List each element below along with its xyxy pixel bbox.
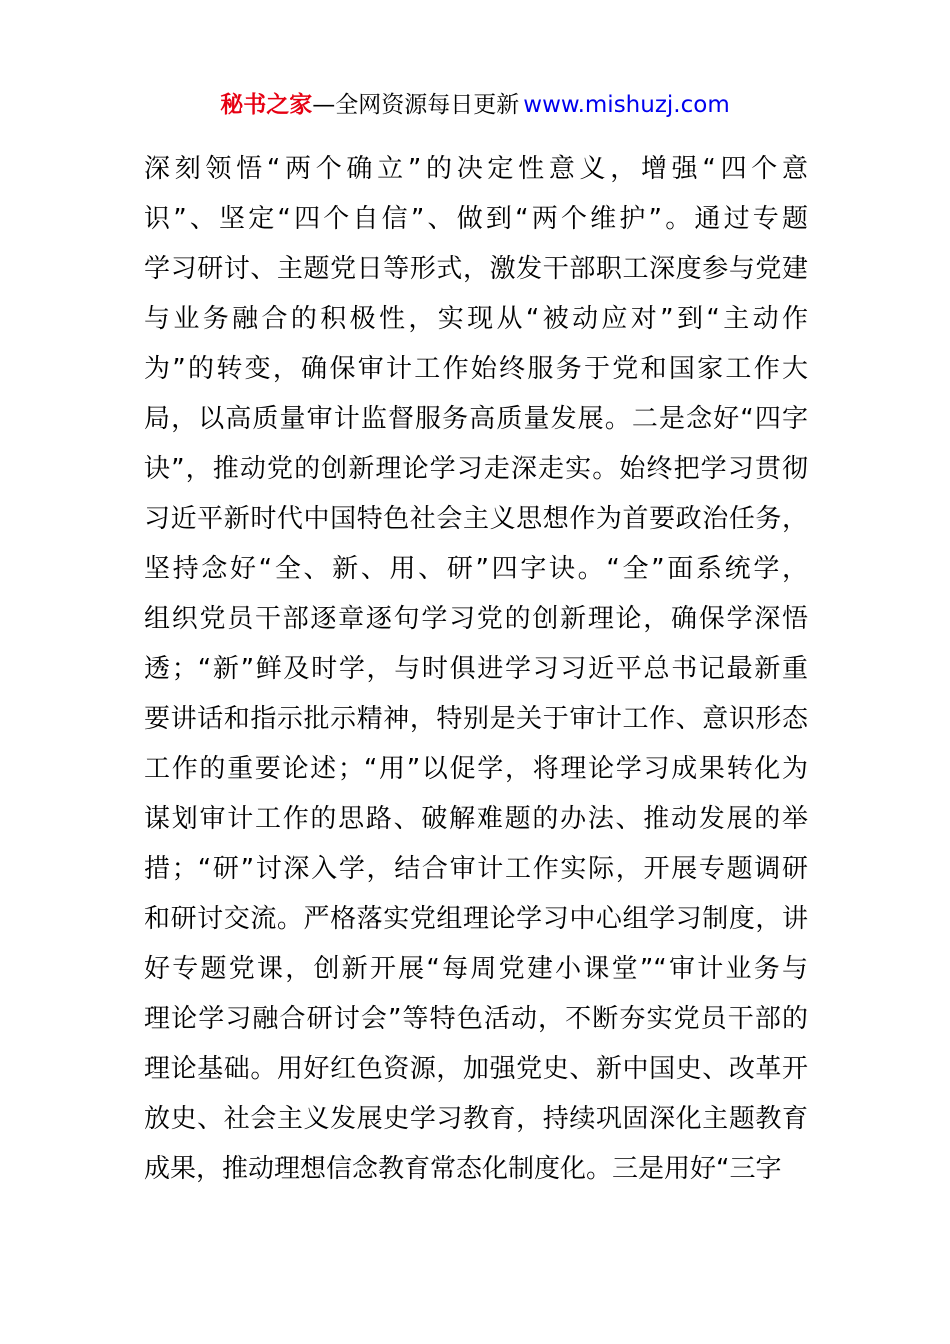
body-line: 组织党员干部逐章逐句学习党的创新理论，确保学深悟 [144,604,808,634]
watermark-header [0,88,950,122]
document-body [144,144,808,1194]
body-line: 学习研讨、主题党日等形式，激发干部职工深度参与党建 [144,254,808,284]
body-line: 与业务融合的积极性，实现从“被动应对”到“主动作 [144,304,808,334]
body-line: 放史、社会主义发展史学习教育，持续巩固深化主题教育 [144,1104,808,1134]
body-line: 和研讨交流。严格落实党组理论学习中心组学习制度，讲 [144,904,808,934]
body-line: 局，以高质量审计监督服务高质量发展。二是念好“四字 [144,404,808,434]
body-line: 措；“研”讨深入学，结合审计工作实际，开展专题调研 [144,854,808,884]
header-url[interactable]: www.mishuzj.com [523,92,730,118]
body-line: 诀”，推动党的创新理论学习走深走实。始终把学习贯彻 [144,454,808,484]
body-line: 工作的重要论述；“用”以促学，将理论学习成果转化为 [144,754,808,784]
body-line: 坚持念好“全、新、用、研”四字诀。“全”面系统学， [144,554,808,584]
body-line: 好专题党课，创新开展“每周党建小课堂”“审计业务与 [144,954,808,984]
body-line: 透；“新”鲜及时学，与时俱进学习习近平总书记最新重 [144,654,808,684]
body-line: 要讲话和指示批示精神，特别是关于审计工作、意识形态 [144,704,808,734]
body-line: 谋划审计工作的思路、破解难题的办法、推动发展的举 [144,804,808,834]
body-line: 识”、坚定“四个自信”、做到“两个维护”。通过专题 [144,204,808,234]
body-line: 习近平新时代中国特色社会主义思想作为首要政治任务， [144,504,808,534]
body-line: 理论基础。用好红色资源，加强党史、新中国史、改革开 [144,1054,808,1084]
body-line: 深刻领悟“两个确立”的决定性意义，增强“四个意 [144,154,808,184]
header-slogan: —全网资源每日更新 [312,92,520,118]
body-line: 理论学习融合研讨会”等特色活动，不断夯实党员干部的 [144,1004,808,1034]
body-line: 成果，推动理想信念教育常态化制度化。三是用好“三字 [144,1154,782,1184]
brand-name: 秘书之家 [220,92,313,118]
body-line: 为”的转变，确保审计工作始终服务于党和国家工作大 [144,354,808,384]
